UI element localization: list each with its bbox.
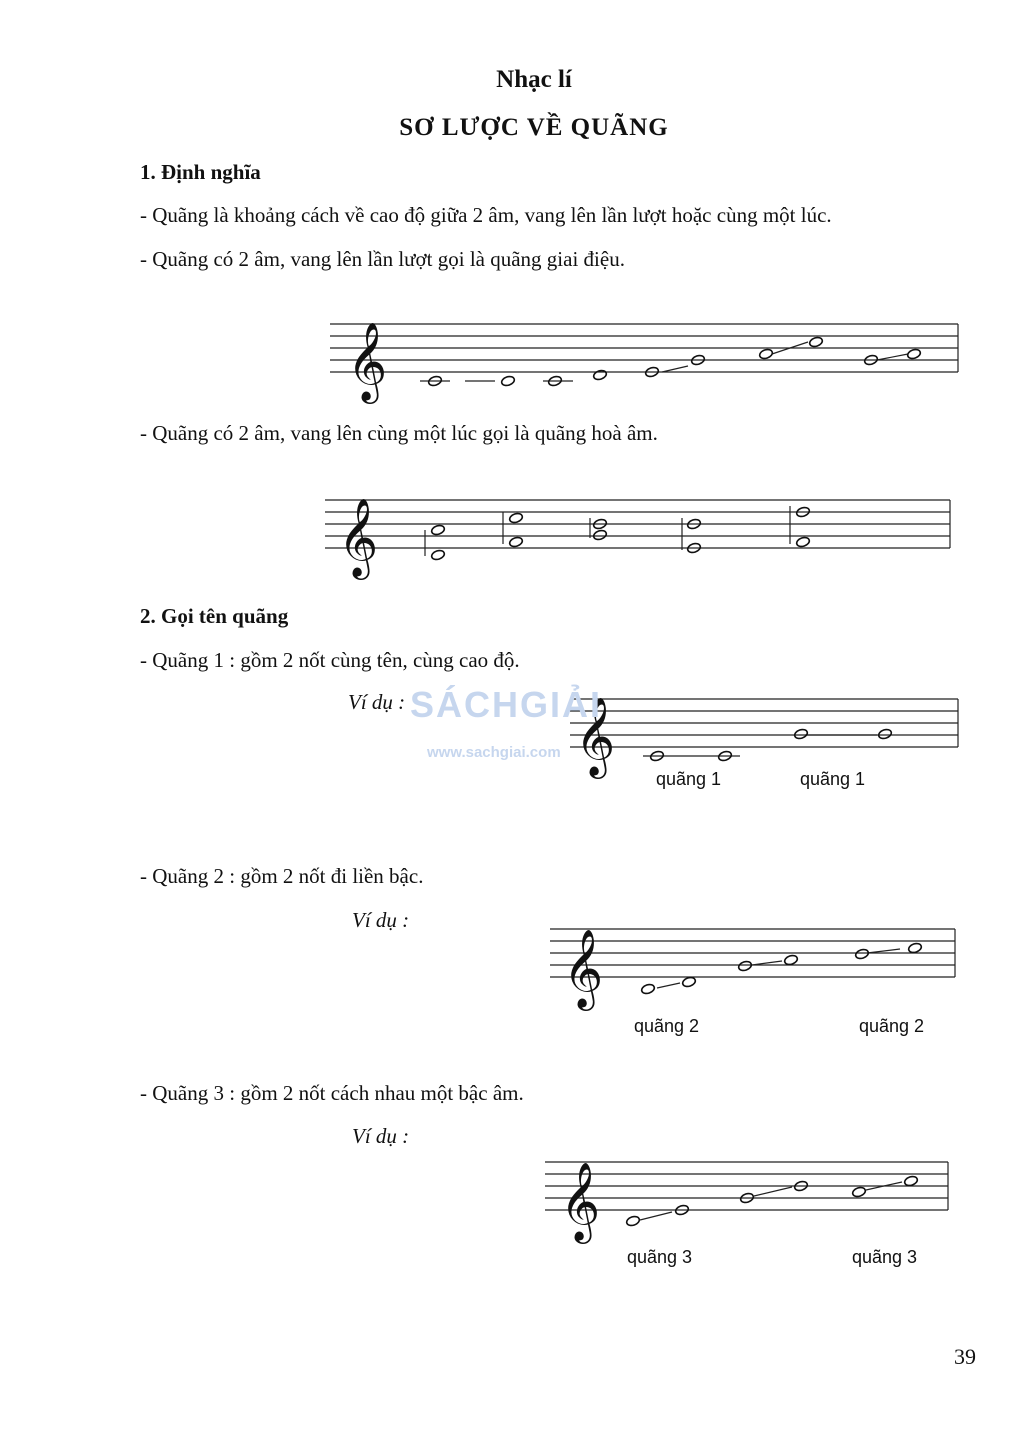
section-heading-definition: 1. Định nghĩa bbox=[140, 160, 261, 184]
melodic-interval-staff bbox=[325, 300, 965, 400]
treble-clef-icon: 𝄞 bbox=[575, 697, 616, 776]
interval-1-definition: - Quãng 1 : gồm 2 nốt cùng tên, cùng cao độ. bbox=[140, 648, 520, 672]
melodic-interval-line: - Quãng có 2 âm, vang lên lần lượt gọi là quãng giai điệu. bbox=[140, 247, 625, 271]
whole-note bbox=[501, 375, 516, 387]
interval-caption: quãng 1 bbox=[656, 769, 722, 789]
treble-clef-icon: 𝄞 bbox=[563, 929, 604, 1008]
whole-note bbox=[738, 960, 753, 972]
whole-note bbox=[784, 954, 799, 966]
interval-2-definition: - Quãng 2 : gồm 2 nốt đi liền bậc. bbox=[140, 864, 424, 888]
interval-caption: quãng 2 bbox=[859, 1016, 925, 1036]
watermark-url: www.sachgiai.com bbox=[427, 744, 561, 761]
whole-note bbox=[593, 369, 608, 381]
whole-note bbox=[431, 549, 446, 561]
section-heading-naming: 2. Gọi tên quãng bbox=[140, 604, 289, 628]
interval-caption: quãng 2 bbox=[634, 1016, 700, 1036]
definition-line: - Quãng là khoảng cách về cao độ giữa 2 âm, vang lên lần lượt hoặc cùng một lúc. bbox=[140, 203, 832, 227]
example-label: Ví dụ : bbox=[352, 1124, 410, 1148]
example-label: Ví dụ : bbox=[348, 690, 406, 714]
example-label: Ví dụ : bbox=[352, 908, 410, 932]
whole-note bbox=[908, 942, 923, 954]
interval-2-staff bbox=[545, 905, 965, 1008]
whole-note bbox=[796, 536, 811, 548]
whole-note bbox=[809, 336, 824, 348]
whole-note bbox=[759, 348, 774, 360]
page-title: SƠ LƯỢC VỀ QUÃNG bbox=[399, 114, 669, 141]
whole-note bbox=[509, 536, 524, 548]
interval-3-definition: - Quãng 3 : gồm 2 nốt cách nhau một bậc âm. bbox=[140, 1081, 524, 1105]
whole-note bbox=[878, 728, 893, 740]
page-subject: Nhạc lí bbox=[496, 66, 572, 93]
whole-note bbox=[855, 948, 870, 960]
treble-clef-icon: 𝄞 bbox=[338, 498, 379, 577]
page-number: 39 bbox=[954, 1344, 976, 1369]
whole-note bbox=[626, 1215, 641, 1227]
whole-note bbox=[907, 348, 922, 360]
interval-3-staff bbox=[540, 1138, 960, 1241]
interval-caption: quãng 3 bbox=[852, 1247, 918, 1267]
whole-note bbox=[682, 976, 697, 988]
harmonic-interval-staff bbox=[320, 472, 960, 577]
whole-note bbox=[431, 524, 446, 536]
whole-note bbox=[509, 512, 524, 524]
whole-note bbox=[794, 728, 809, 740]
whole-note bbox=[852, 1186, 867, 1198]
treble-clef-icon: 𝄞 bbox=[560, 1162, 601, 1241]
whole-note bbox=[593, 529, 608, 541]
whole-note bbox=[641, 983, 656, 995]
interval-caption: quãng 1 bbox=[800, 769, 866, 789]
whole-note bbox=[904, 1175, 919, 1187]
interval-caption: quãng 3 bbox=[627, 1247, 693, 1267]
interval-1-staff bbox=[565, 675, 965, 775]
harmonic-interval-line: - Quãng có 2 âm, vang lên cùng một lúc gọi là quãng hoà âm. bbox=[140, 421, 658, 445]
watermark-logo: SÁCHGIẢI bbox=[410, 684, 603, 725]
treble-clef-icon: 𝄞 bbox=[347, 322, 388, 401]
